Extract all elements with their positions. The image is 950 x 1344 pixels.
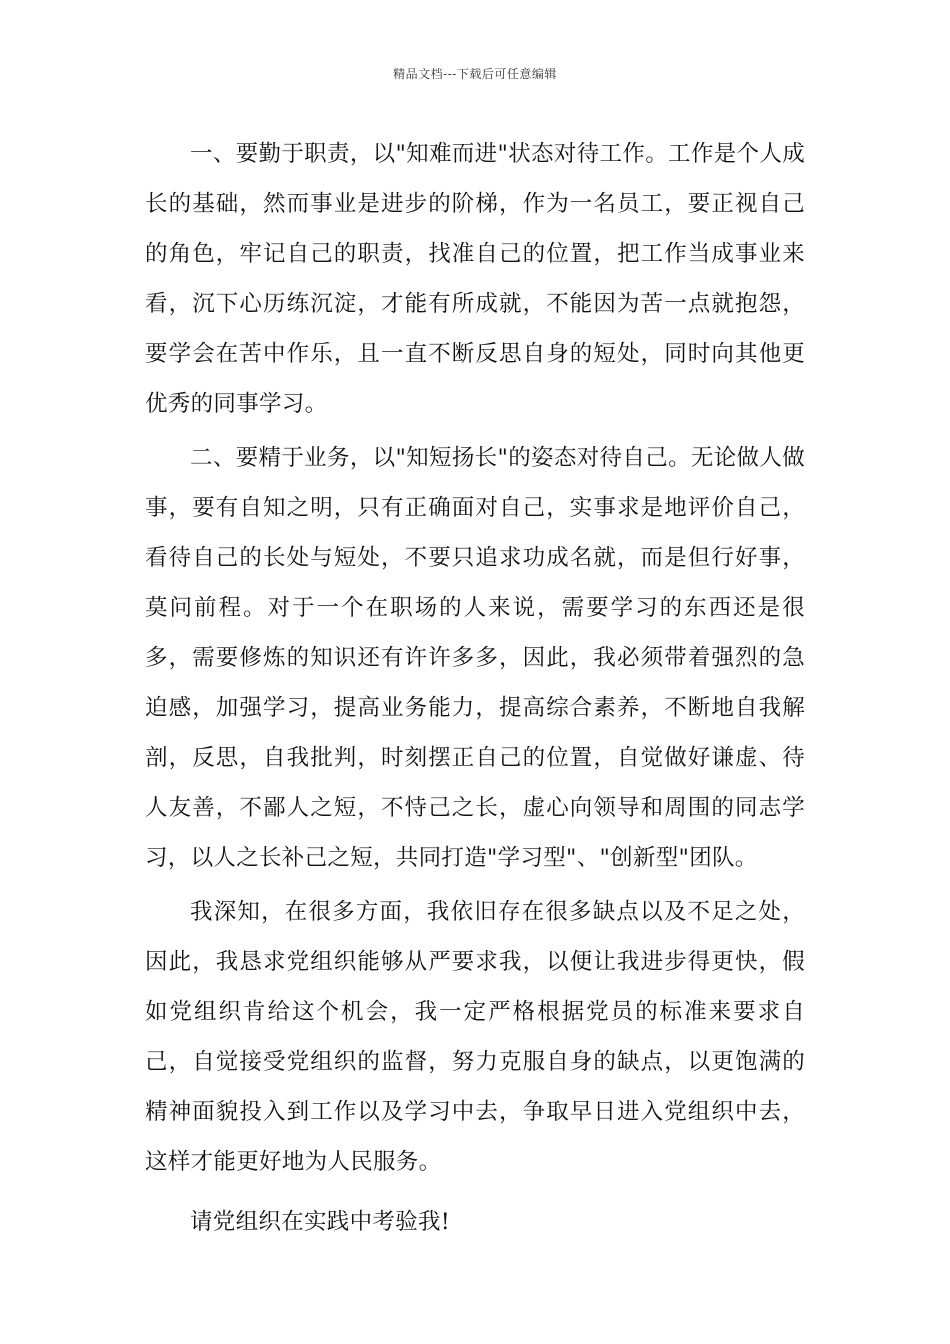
document-body: [145, 129, 805, 1251]
paragraph-commitment: 我深知，在很多方面，我依旧存在很多缺点以及不足之处，因此，我恳求党组织能够从严要求我，以便让我进步得更快，假如党组织肯给这个机会，我一定严格根据党员的标准来要求自己，自觉接受党组织的监督，努力克服自身的缺点，以更饱满的精神面貌投入到工作以及学习中去，争取早日进入党组织中去，这样才能更好地为人民服务。: [145, 899, 805, 1175]
page-header: 精品文档---下载后可任意编辑: [393, 67, 557, 81]
paragraph-business: 二、要精于业务，以"知短扬长"的姿态对待自己。无论做人做事，要有自知之明，只有正确面对自己，实事求是地评价自己，看待自己的长处与短处，不要只追求功成名就，而是但行好事，莫问前程。对于一个在职场的人来说，需要学习的东西还是很多，需要修炼的知识还有许许多多，因此，我必须带着强烈的急迫感，加强学习，提高业务能力，提高综合素养，不断地自我解剖，反思，自我批判，时刻摆正自己的位置，自觉做好谦虚、待人友善，不鄙人之短，不恃己之长，虚心向领导和周围的同志学习，以人之长补己之短，共同打造"学习型"、"创新型"团队。: [145, 445, 805, 871]
paragraph-closing: 请党组织在实践中考验我!: [190, 1209, 451, 1235]
paragraph-duty: 一、要勤于职责，以"知难而进"状态对待工作。工作是个人成长的基础，然而事业是进步的阶梯，作为一名员工，要正视自己的角色，牢记自己的职责，找准自己的位置，把工作当成事业来看，沉下心历练沉淀，才能有所成就，不能因为苦一点就抱怨，要学会在苦中作乐，且一直不断反思自身的短处，同时向其他更优秀的同事学习。: [145, 141, 805, 417]
